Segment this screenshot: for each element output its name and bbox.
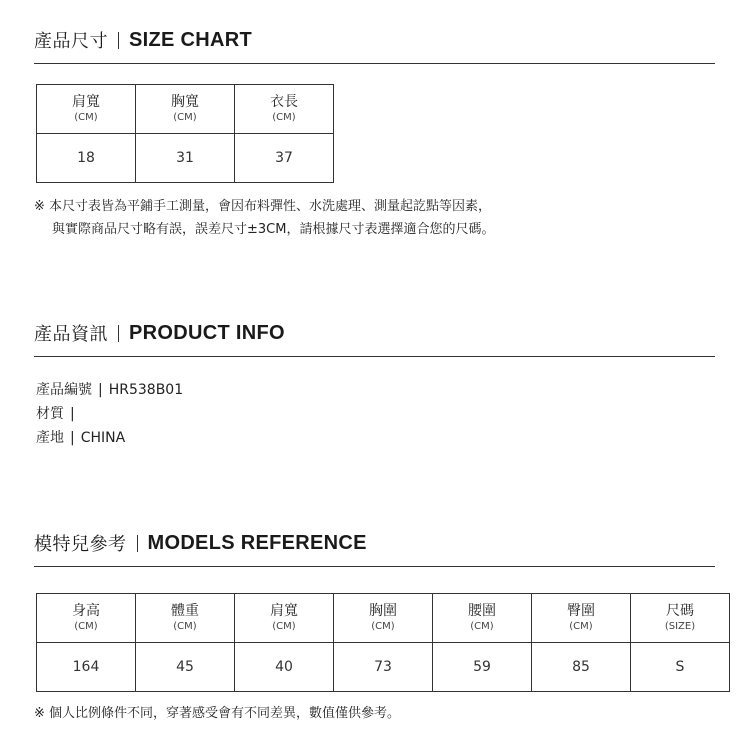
table-cell: 45 — [136, 643, 235, 692]
table-cell: 59 — [433, 643, 532, 692]
header-label: 體重 — [171, 602, 199, 619]
models-heading — [34, 529, 715, 557]
models-section — [34, 529, 715, 567]
product-info-list — [36, 378, 183, 450]
size-chart-title-zh: 產品尺寸 — [34, 31, 108, 52]
header-cell — [532, 594, 631, 643]
models-title-zh: 模特兒參考 — [34, 534, 127, 555]
table-cell: 37 — [235, 134, 334, 183]
header-unit: (CM) — [470, 620, 494, 632]
product-info-title-zh: 產品資訊 — [34, 324, 108, 345]
header-label: 尺碼 — [666, 602, 694, 619]
info-label: 產品編號 — [36, 382, 92, 398]
info-label: 材質 — [36, 406, 64, 422]
info-value: HR538B01 — [108, 382, 184, 398]
header-unit: (SIZE) — [664, 620, 696, 632]
info-label: 產地 — [36, 430, 64, 446]
header-label: 臀圍 — [567, 602, 595, 619]
size-chart-section — [34, 26, 715, 64]
heading-divider — [118, 325, 119, 342]
info-divider: | — [70, 430, 75, 446]
header-label: 腰圍 — [468, 602, 496, 619]
section-rule — [34, 566, 715, 567]
product-info-heading — [34, 319, 715, 347]
info-row-material — [36, 402, 183, 426]
header-cell — [136, 594, 235, 643]
table-cell: 85 — [532, 643, 631, 692]
size-chart-heading — [34, 26, 715, 54]
table-row — [37, 134, 334, 183]
info-divider: | — [98, 382, 103, 398]
heading-divider — [137, 535, 138, 552]
header-cell — [631, 594, 730, 643]
table-cell: 164 — [37, 643, 136, 692]
header-label: 身高 — [72, 602, 100, 619]
header-unit: (CM) — [74, 111, 98, 123]
info-row-origin — [36, 426, 183, 450]
header-label: 胸圍 — [369, 602, 397, 619]
table-row — [37, 643, 730, 692]
note-line-2: 與實際商品尺寸略有誤，誤差尺寸±3CM，請根據尺寸表選擇適合您的尺碼。 — [52, 222, 495, 237]
header-unit: (CM) — [371, 620, 395, 632]
header-cell — [433, 594, 532, 643]
header-label: 肩寬 — [270, 602, 298, 619]
table-cell: 31 — [136, 134, 235, 183]
size-chart-note — [34, 195, 494, 241]
models-table — [36, 593, 730, 692]
header-label: 肩寬 — [72, 93, 100, 110]
section-rule — [34, 63, 715, 64]
header-cell — [334, 594, 433, 643]
header-unit: (CM) — [272, 111, 296, 123]
product-info-title-en: PRODUCT INFO — [129, 321, 285, 344]
section-rule — [34, 356, 715, 357]
models-title-en: MODELS REFERENCE — [147, 531, 367, 554]
header-unit: (CM) — [569, 620, 593, 632]
product-info-section — [34, 319, 715, 357]
table-cell: 18 — [37, 134, 136, 183]
info-divider: | — [70, 406, 75, 422]
header-cell — [37, 594, 136, 643]
header-cell — [235, 85, 334, 134]
header-unit: (CM) — [173, 620, 197, 632]
header-unit: (CM) — [173, 111, 197, 123]
header-label: 胸寬 — [171, 93, 199, 110]
header-cell — [136, 85, 235, 134]
models-note: ※ 個人比例條件不同，穿著感受會有不同差異，數值僅供參考。 — [34, 706, 401, 721]
table-cell: S — [631, 643, 730, 692]
heading-divider — [118, 32, 119, 49]
info-value: CHINA — [80, 430, 126, 446]
header-cell — [37, 85, 136, 134]
table-header-row — [37, 594, 730, 643]
header-cell — [235, 594, 334, 643]
note-line-1: ※ 本尺寸表皆為平鋪手工測量，會因布料彈性、水洗處理、測量起訖點等因素， — [34, 199, 492, 214]
table-cell: 40 — [235, 643, 334, 692]
table-cell: 73 — [334, 643, 433, 692]
header-unit: (CM) — [272, 620, 296, 632]
size-chart-table — [36, 84, 334, 183]
size-chart-title-en: SIZE CHART — [129, 28, 252, 51]
header-unit: (CM) — [74, 620, 98, 632]
info-row-product-number — [36, 378, 183, 402]
header-label: 衣長 — [270, 93, 298, 110]
table-header-row — [37, 85, 334, 134]
